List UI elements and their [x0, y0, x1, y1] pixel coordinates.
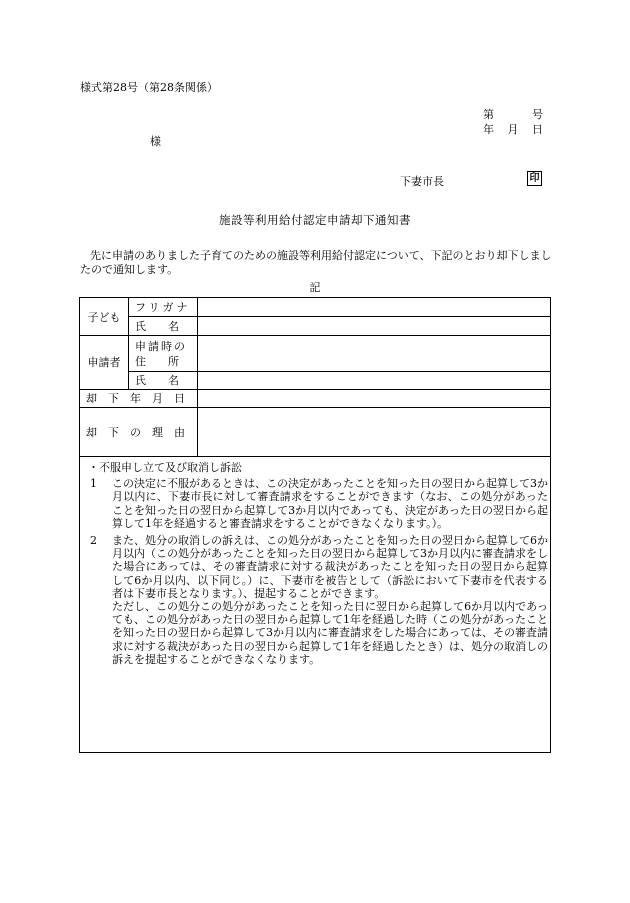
child-label: 子ども [87, 310, 121, 324]
divider [80, 456, 551, 457]
note-number: 2 [90, 534, 97, 548]
rejection-date-label: 却 下 年 月 日 [86, 392, 185, 405]
date-line [483, 121, 543, 137]
intro-paragraph: 先に申請のありました子育てのための施設等利用給付認定について、下記のとおり却下しましたので通知します。 [80, 249, 552, 276]
note-text: また、処分の取消しの訴えは、この処分があったことを知った日の翌日から起算して6か月以内（この処分があったことを知った日の翌日から起算して3か月以内に審査請求をした場合にあっては、その審査請求に対する裁決があったことを知った日の翌日から起算して6か月以内、以下同じ。）に、下妻市を被告として（訴訟において下妻市を代表する者は下妻市長となります。）、提起することができます。 [112, 534, 548, 600]
date-month: 月 [507, 123, 519, 136]
furigana-label: フリガナ [135, 301, 191, 314]
note-item-2 [86, 534, 548, 600]
seal-stamp: 印 [527, 171, 542, 186]
applicant-label: 申請者 [87, 356, 121, 369]
note-text: この決定に不服があるときは、この決定があったことを知った日の翌日から起算して3か月以内に、下妻市長に対して審査請求をすることができます（なお、この処分があったことを知った日の翌日から起算して3か月以内であっても、決定があった日の翌日から起算して1年を経過すると審査請求をすることができなくなります。）。 [112, 477, 548, 530]
address-field[interactable] [198, 335, 551, 371]
applicant-name-field[interactable] [198, 371, 551, 389]
rejection-reason-label: 却 下 の 理 由 [86, 425, 185, 439]
date-day: 日 [532, 123, 543, 136]
applicant-name-label: 氏 名 [135, 374, 179, 387]
address-label-line2: 住 所 [135, 354, 179, 368]
child-name-label: 氏 名 [135, 319, 179, 333]
note-item-2-continued [86, 600, 548, 666]
rejection-reason-field[interactable] [198, 407, 551, 456]
note-number: 1 [90, 477, 97, 491]
ki-heading: 記 [309, 281, 321, 294]
address-label [128, 336, 197, 371]
appeal-notes [86, 461, 548, 666]
rejection-date-field[interactable] [198, 389, 551, 407]
form-number: 様式第28号（第28条関係） [80, 81, 218, 94]
address-label-line1: 申請時の [135, 339, 187, 353]
note-item-1 [86, 477, 548, 530]
number-prefix: 第 [483, 108, 494, 121]
document-number-line [483, 106, 543, 122]
child-name-field[interactable] [198, 316, 551, 335]
document-title: 施設等利用給付認定申請却下通知書 [219, 213, 411, 227]
issuer: 下妻市長 [400, 175, 444, 188]
date-year: 年 [483, 123, 494, 136]
note-text: ただし、この処分この処分があったことを知った日に翌日から起算して6か月以内であっても、この処分があった日の翌日から起算して1年を経過した時（この処分があったことを知った日の翌日から起算して3か月以内に審査請求をした場合にあっては、その審査請求に対する裁決があった日の翌日から起算して1年を経過したとき）は、処分の取消しの訴えを提起することができなくなります。 [112, 600, 548, 666]
addressee-suffix: 様 [150, 135, 161, 148]
number-suffix: 号 [532, 108, 543, 121]
furigana-field[interactable] [198, 298, 551, 316]
notes-heading: ・不服申し立て及び取消し訴訟 [88, 461, 242, 474]
